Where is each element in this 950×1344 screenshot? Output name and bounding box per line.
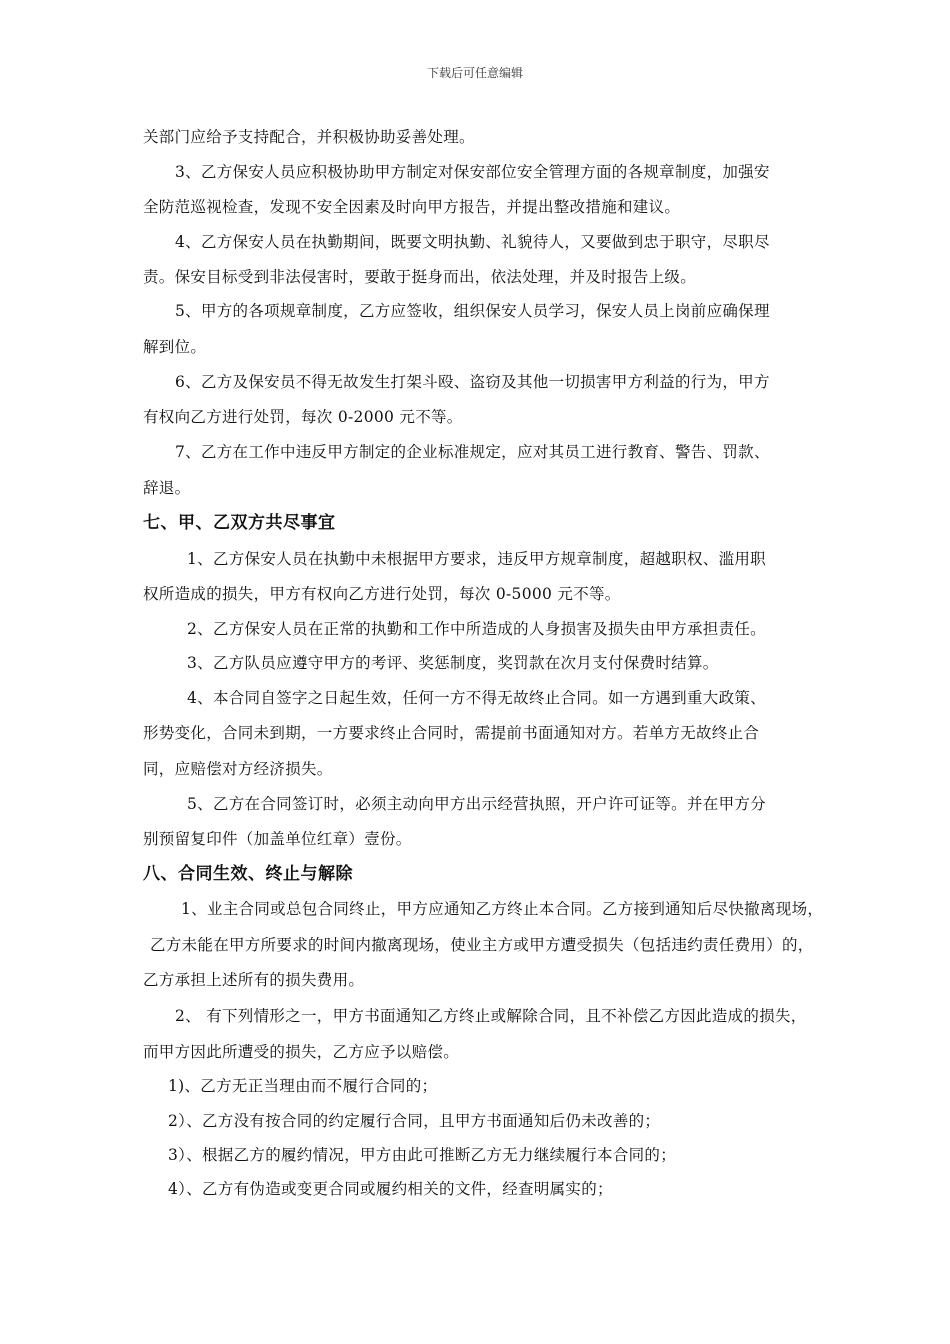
paragraph-line: 4、乙方保安人员在执勤期间，既要文明执勤、礼貌待人，又要做到忠于职守，尽职尽 xyxy=(175,233,770,251)
paragraph-line: 全防范巡视检查，发现不安全因素及时向甲方报告，并提出整改措施和建议。 xyxy=(143,198,681,216)
paragraph-line: 权所造成的损失，甲方有权向乙方进行处罚，每次 0-5000 元不等。 xyxy=(143,585,621,603)
paragraph-line: 同，应赔偿对方经济损失。 xyxy=(143,760,333,778)
paragraph-line: 1)、乙方无正当理由而不履行合同的； xyxy=(168,1077,438,1095)
paragraph-line: 辞退。 xyxy=(143,479,191,497)
paragraph-line: 1、乙方保安人员在执勤中未根据甲方要求，违反甲方规章制度，超越职权、滥用职 xyxy=(187,550,766,568)
paragraph-line: 责。保安目标受到非法侵害时，要敢于挺身而出，依法处理，并及时报告上级。 xyxy=(143,268,697,286)
paragraph-line: 4）、乙方有伪造或变更合同或履约相关的文件，经查明属实的； xyxy=(168,1180,613,1198)
paragraph-line: 6、乙方及保安员不得无故发生打架斗殴、盗窃及其他一切损害甲方利益的行为，甲方 xyxy=(175,373,770,391)
paragraph-line: 1、业主合同或总包合同终止，甲方应通知乙方终止本合同。乙方接到通知后尽快撤离现场， xyxy=(181,900,824,918)
paragraph-line: 关部门应给予支持配合，并积极协助妥善处理。 xyxy=(143,128,475,146)
paragraph-line: 2、乙方保安人员在正常的执勤和工作中所造成的人身损害及损失由甲方承担责任。 xyxy=(187,620,766,638)
section-heading: 八、合同生效、终止与解除 xyxy=(143,864,353,884)
paragraph-line: 乙方未能在甲方所要求的时间内撤离现场，使业主方或甲方遭受损失（包括违约责任费用）的， xyxy=(150,936,814,954)
paragraph-line: 5、乙方在合同签订时，必须主动向甲方出示经营执照，开户许可证等。并在甲方分 xyxy=(187,795,766,813)
paragraph-line: 形势变化，合同未到期，一方要求终止合同时，需提前书面通知对方。若单方无故终止合 xyxy=(143,724,760,742)
section-heading: 七、甲、乙双方共尽事宜 xyxy=(143,513,336,533)
paragraph-line: 而甲方因此所遭受的损失，乙方应予以赔偿。 xyxy=(143,1043,460,1061)
paragraph-line: 5、甲方的各项规章制度，乙方应签收，组织保安人员学习，保安人员上岗前应确保理 xyxy=(175,302,770,320)
page-header: 下载后可任意编辑 xyxy=(426,66,523,80)
paragraph-line: 7、乙方在工作中违反甲方制定的企业标准规定，应对其员工进行教育、警告、罚款、 xyxy=(175,443,770,461)
paragraph-line: 3）、根据乙方的履约情况，甲方由此可推断乙方无力继续履行本合同的； xyxy=(168,1146,677,1164)
paragraph-line: 3、乙方保安人员应积极协助甲方制定对保安部位安全管理方面的各规章制度，加强安 xyxy=(175,163,770,181)
paragraph-line: 别预留复印件（加盖单位红章）壹份。 xyxy=(143,830,412,848)
paragraph-line: 乙方承担上述所有的损失费用。 xyxy=(143,971,365,989)
paragraph-line: 2、 有下列情形之一，甲方书面通知乙方终止或解除合同，且不补偿乙方因此造成的损失， xyxy=(175,1007,807,1025)
paragraph-line: 有权向乙方进行处罚，每次 0-2000 元不等。 xyxy=(143,408,463,426)
paragraph-line: 2）、乙方没有按合同的约定履行合同，且甲方书面通知后仍未改善的； xyxy=(168,1112,661,1130)
paragraph-line: 解到位。 xyxy=(143,338,207,356)
paragraph-line: 4、本合同自签字之日起生效，任何一方不得无故终止合同。如一方遇到重大政策、 xyxy=(187,689,766,707)
paragraph-line: 3、乙方队员应遵守甲方的考评、奖惩制度，奖罚款在次月支付保费时结算。 xyxy=(187,654,719,672)
